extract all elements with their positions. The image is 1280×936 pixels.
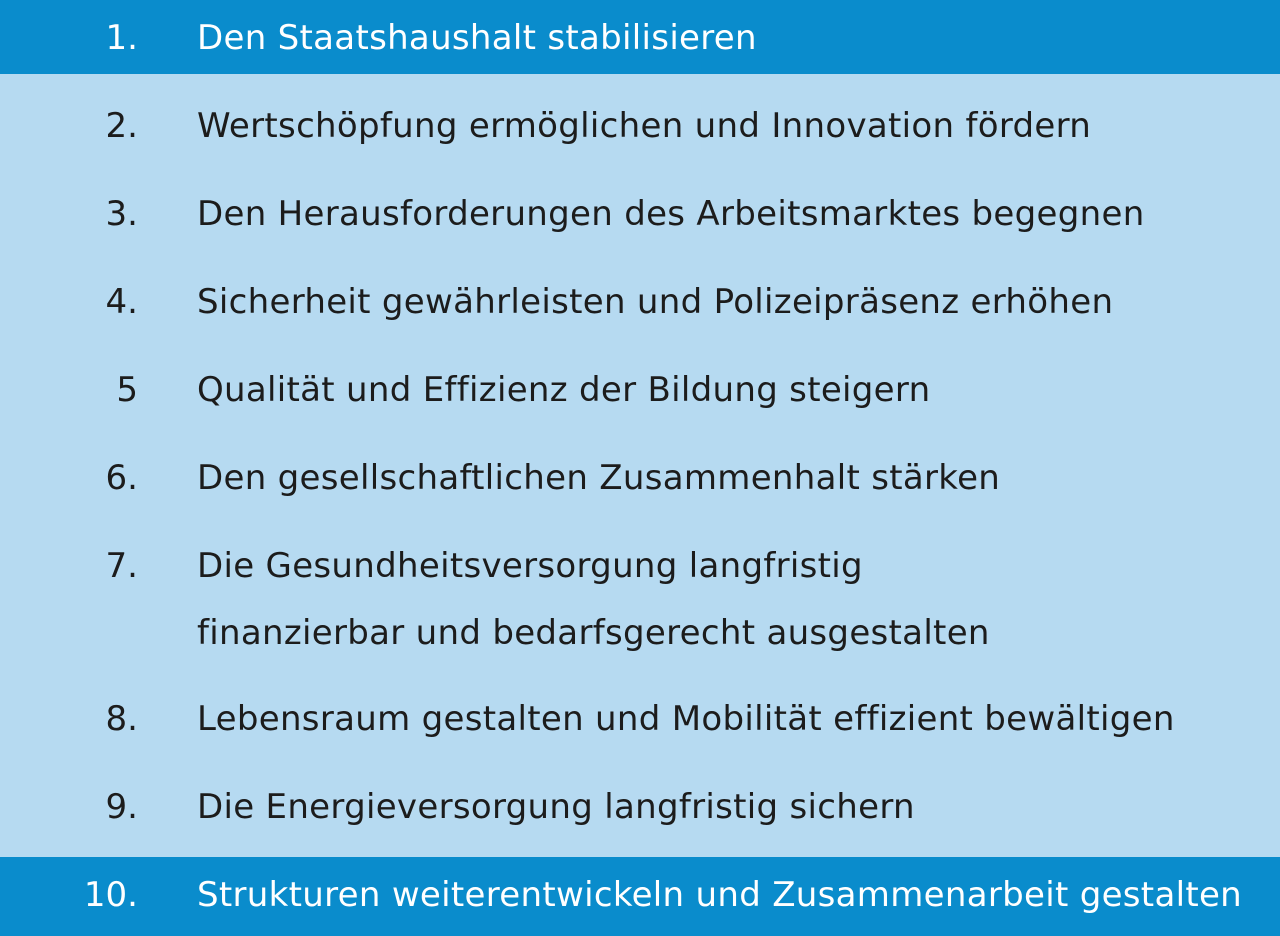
list-item-9 — [0, 769, 1280, 857]
item-number: 8. — [105, 699, 138, 739]
item-number: 5 — [116, 370, 138, 410]
item-number: 7. — [105, 546, 138, 586]
list-item-10 — [0, 857, 1280, 936]
item-text: Lebensraum gestalten und Mobilität effizient bewältigen — [197, 699, 1175, 739]
item-text-line2: finanzierbar und bedarfsgerecht ausgestalten — [197, 613, 990, 653]
item-text: Wertschöpfung ermöglichen und Innovation fördern — [197, 106, 1092, 146]
list-item-8 — [0, 669, 1280, 769]
list-item-7 — [0, 514, 1280, 669]
item-text: Sicherheit gewährleisten und Polizeipräsenz erhöhen — [197, 282, 1114, 322]
list-item-6 — [0, 426, 1280, 514]
list-item-4 — [0, 250, 1280, 338]
item-number: 2. — [105, 106, 138, 146]
item-text: Den Herausforderungen des Arbeitsmarktes begegnen — [197, 194, 1145, 234]
item-number: 4. — [105, 282, 138, 322]
item-number: 10. — [83, 875, 138, 915]
item-number: 3. — [105, 194, 138, 234]
item-text: Qualität und Effizienz der Bildung steigern — [197, 370, 931, 410]
item-text-line1: Die Gesundheitsversorgung langfristig — [197, 546, 863, 586]
item-text — [197, 546, 990, 653]
item-text: Strukturen weiterentwickeln und Zusammenarbeit gestalten — [197, 875, 1243, 915]
item-text: Den gesellschaftlichen Zusammenhalt stärken — [197, 458, 1001, 498]
item-text: Den Staatshaushalt stabilisieren — [197, 18, 757, 58]
list-item-5 — [0, 338, 1280, 426]
item-number: 6. — [105, 458, 138, 498]
item-number: 9. — [105, 787, 138, 827]
item-text: Die Energieversorgung langfristig sichern — [197, 787, 915, 827]
list-item-1 — [0, 0, 1280, 74]
item-number: 1. — [105, 18, 138, 58]
list-item-3 — [0, 162, 1280, 250]
list-item-2 — [0, 74, 1280, 162]
